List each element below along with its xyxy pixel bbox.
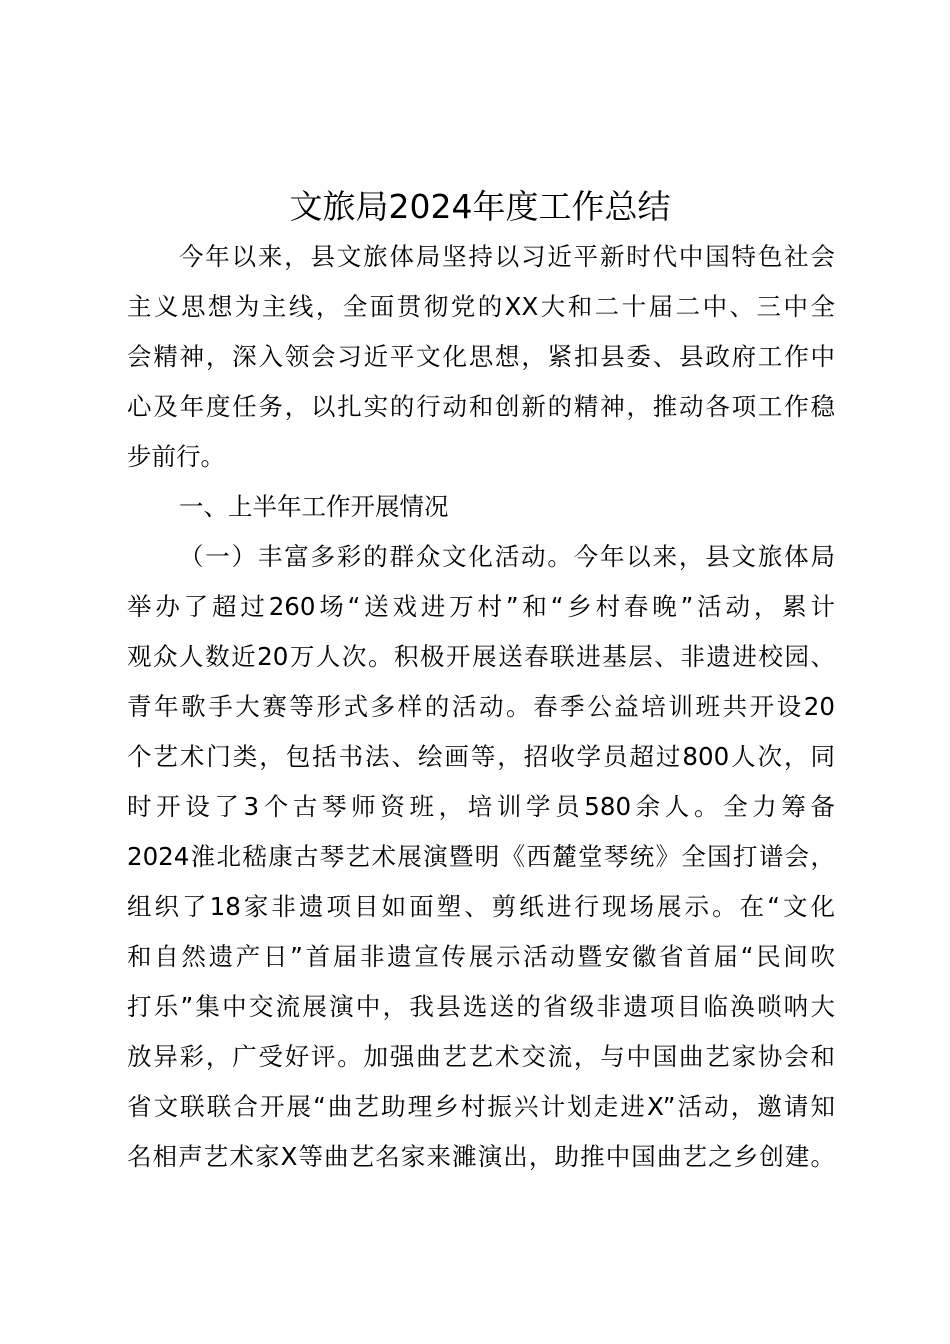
paragraph-line: 时开设了3个古琴师资班，培训学员580余人。全力筹备 — [127, 792, 835, 821]
paragraph-line: 名相声艺术家X等曲艺名家来濉演出，助推中国曲艺之乡创建。 — [127, 1142, 835, 1171]
document-body — [127, 232, 835, 1182]
document-title: 文旅局2024年度工作总结 — [289, 187, 671, 226]
paragraph-line: 省文联联合开展“曲艺助理乡村振兴计划走进X”活动，邀请知 — [127, 1092, 835, 1121]
paragraph-line: 组织了18家非遗项目如面塑、剪纸进行现场展示。在“文化 — [127, 892, 835, 921]
paragraph-line: 放异彩，广受好评。加强曲艺艺术交流，与中国曲艺家协会和 — [127, 1042, 835, 1071]
paragraph-line: 2024淮北嵇康古琴艺术展演暨明《西麓堂琴统》全国打谱会， — [127, 842, 835, 871]
paragraph-line: 心及年度任务，以扎实的行动和创新的精神，推动各项工作稳 — [127, 392, 835, 421]
paragraph-line: 观众人数近20万人次。积极开展送春联进基层、非遗进校园、 — [127, 642, 835, 671]
paragraph-line: 打乐”集中交流展演中，我县选送的省级非遗项目临涣唢呐大 — [127, 992, 835, 1021]
paragraph-line: 步前行。 — [127, 442, 225, 471]
paragraph-line: 青年歌手大赛等形式多样的活动。春季公益培训班共开设20 — [127, 692, 835, 721]
paragraph-line: 主义思想为主线，全面贯彻党的XX大和二十届二中、三中全 — [127, 292, 835, 321]
section-heading: 一、上半年工作开展情况 — [179, 492, 449, 521]
paragraph-line: 个艺术门类，包括书法、绘画等，招收学员超过800人次，同 — [127, 742, 835, 771]
paragraph-line: 会精神，深入领会习近平文化思想，紧扣县委、县政府工作中 — [127, 342, 835, 371]
paragraph-line: 和自然遗产日”首届非遗宣传展示活动暨安徽省首届“民间吹 — [127, 942, 835, 971]
paragraph-line: 今年以来，县文旅体局坚持以习近平新时代中国特色社会 — [179, 242, 835, 271]
paragraph-line: （一）丰富多彩的群众文化活动。今年以来，县文旅体局 — [179, 542, 835, 571]
paragraph-line: 举办了超过260场“送戏进万村”和“乡村春晚”活动，累计 — [127, 592, 835, 621]
